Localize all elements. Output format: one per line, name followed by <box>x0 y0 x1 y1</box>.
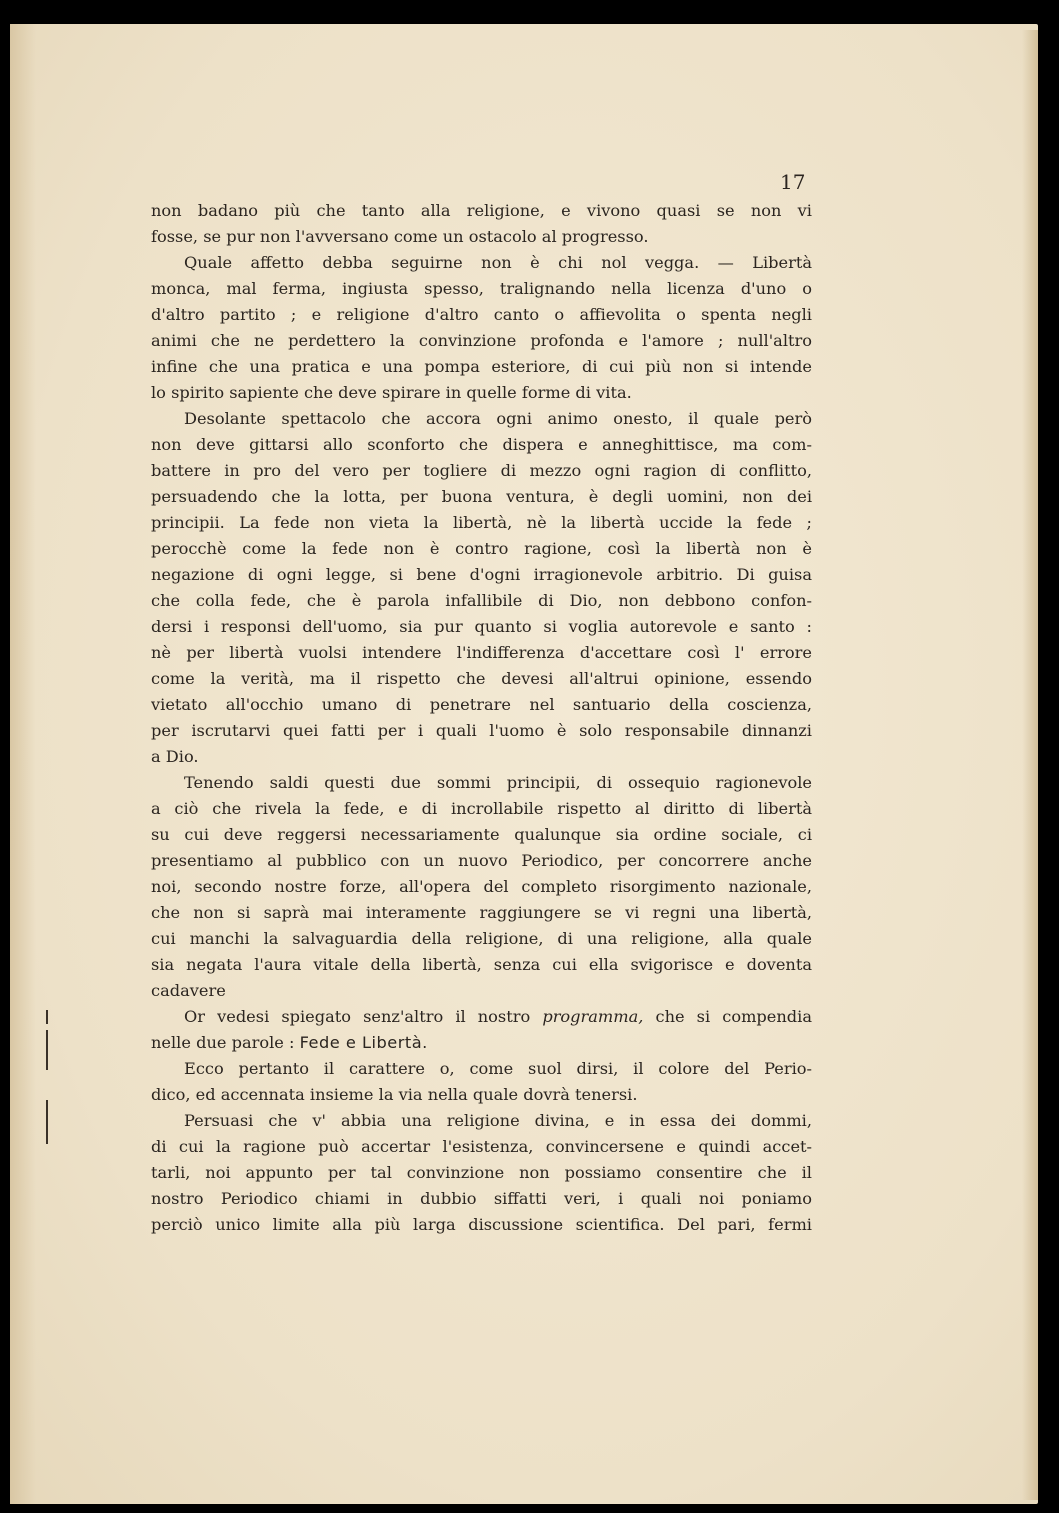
text-line: sia negata l'aura vitale della libertà, senza cui ella svigorisce e doventa <box>151 955 812 974</box>
text-line: dersi i responsi dell'uomo, sia pur quanto si voglia autorevole e santo : <box>151 617 812 636</box>
text-line: che non si saprà mai interamente raggiungere se vi regni una libertà, <box>151 903 812 922</box>
text-line: negazione di ogni legge, si bene d'ogni irragionevole arbitrio. Di guisa <box>151 565 812 584</box>
text-line <box>151 1030 812 1056</box>
text-line: Quale affetto debba seguirne non è chi nol vegga. — Libertà <box>184 253 812 272</box>
text-line: cadavere <box>151 981 226 1000</box>
text-line: Persuasi che v' abbia una religione divina, e in essa dei dommi, <box>184 1111 812 1130</box>
text-line: fosse, se pur non l'avversano come un ostacolo al progresso. <box>151 227 649 246</box>
text-line: nè per libertà vuolsi intendere l'indifferenza d'accettare così l' errore <box>151 643 812 662</box>
text-line <box>151 1004 812 1030</box>
text-segment: nelle due parole : <box>151 1033 295 1052</box>
text-line: Ecco pertanto il carattere o, come suol dirsi, il colore del Perio- <box>184 1059 812 1078</box>
text-line: Tenendo saldi questi due sommi principii, di ossequio ragionevole <box>184 773 812 792</box>
text-line: nostro Periodico chiami in dubbio siffatti veri, i quali noi poniamo <box>151 1189 812 1208</box>
text-line: animi che ne perdettero la convinzione profonda e l'amore ; null'altro <box>151 331 812 350</box>
text-line: perciò unico limite alla più larga discussione scientifica. Del pari, fermi <box>151 1215 812 1234</box>
page-left-shadow <box>10 24 36 1504</box>
text-line: Desolante spettacolo che accora ogni animo onesto, il quale però <box>184 409 812 428</box>
text-line: come la verità, ma il rispetto che devesi all'altrui opinione, essendo <box>151 669 812 688</box>
text-line: battere in pro del vero per togliere di mezzo ogni ragion di conflitto, <box>151 461 812 480</box>
text-line: presentiamo al pubblico con un nuovo Periodico, per concorrere anche <box>151 851 812 870</box>
text-line: perocchè come la fede non è contro ragione, così la libertà non è <box>151 539 812 558</box>
binding-stitch-line <box>46 1100 48 1144</box>
text-line: infine che una pratica e una pompa esteriore, di cui più non si intende <box>151 357 812 376</box>
text-line: vietato all'occhio umano di penetrare nel santuario della coscienza, <box>151 695 812 714</box>
text-line: dico, ed accennata insieme la via nella quale dovrà tenersi. <box>151 1085 638 1104</box>
text-line: noi, secondo nostre forze, all'opera del completo risorgimento nazionale, <box>151 877 812 896</box>
motto-fede-liberta: Fede e Libertà. <box>299 1033 428 1052</box>
text-line: di cui la ragione può accertar l'esistenza, convincersene e quindi accet- <box>151 1137 812 1156</box>
text-line: non deve gittarsi allo sconforto che dispera e anneghittisce, ma com- <box>151 435 812 454</box>
text-line: a Dio. <box>151 747 199 766</box>
page-right-shadow <box>1022 30 1038 1500</box>
text-line: persuadendo che la lotta, per buona ventura, è degli uomini, non dei <box>151 487 812 506</box>
text-line: tarli, noi appunto per tal convinzione non possiamo consentire che il <box>151 1163 812 1182</box>
text-line: principii. La fede non vieta la libertà, nè la libertà uccide la fede ; <box>151 513 812 532</box>
text-line: che colla fede, che è parola infallibile di Dio, non debbono confon- <box>151 591 812 610</box>
page-number: 17 <box>780 170 806 194</box>
binding-stitch-line <box>46 1030 48 1070</box>
text-line: cui manchi la salvaguardia della religione, di una religione, alla quale <box>151 929 812 948</box>
text-line: per iscrutarvi quei fatti per i quali l'uomo è solo responsabile dinnanzi <box>151 721 812 740</box>
text-line: lo spirito sapiente che deve spirare in quelle forme di vita. <box>151 383 632 402</box>
text-line: d'altro partito ; e religione d'altro canto o affievolita o spenta negli <box>151 305 812 324</box>
text-segment: che si compendia <box>655 1007 812 1026</box>
text-line: su cui deve reggersi necessariamente qualunque sia ordine sociale, ci <box>151 825 812 844</box>
binding-stitch-mark <box>46 1010 48 1024</box>
text-line: non badano più che tanto alla religione, e vivono quasi se non vi <box>151 201 812 220</box>
text-line: a ciò che rivela la fede, e di incrollabile rispetto al diritto di libertà <box>151 799 812 818</box>
programma-italic: programma, <box>542 1007 644 1026</box>
text-segment: Or vedesi spiegato senz'altro il nostro <box>184 1007 531 1026</box>
text-line: monca, mal ferma, ingiusta spesso, tralignando nella licenza d'uno o <box>151 279 812 298</box>
body-text <box>151 198 812 1238</box>
